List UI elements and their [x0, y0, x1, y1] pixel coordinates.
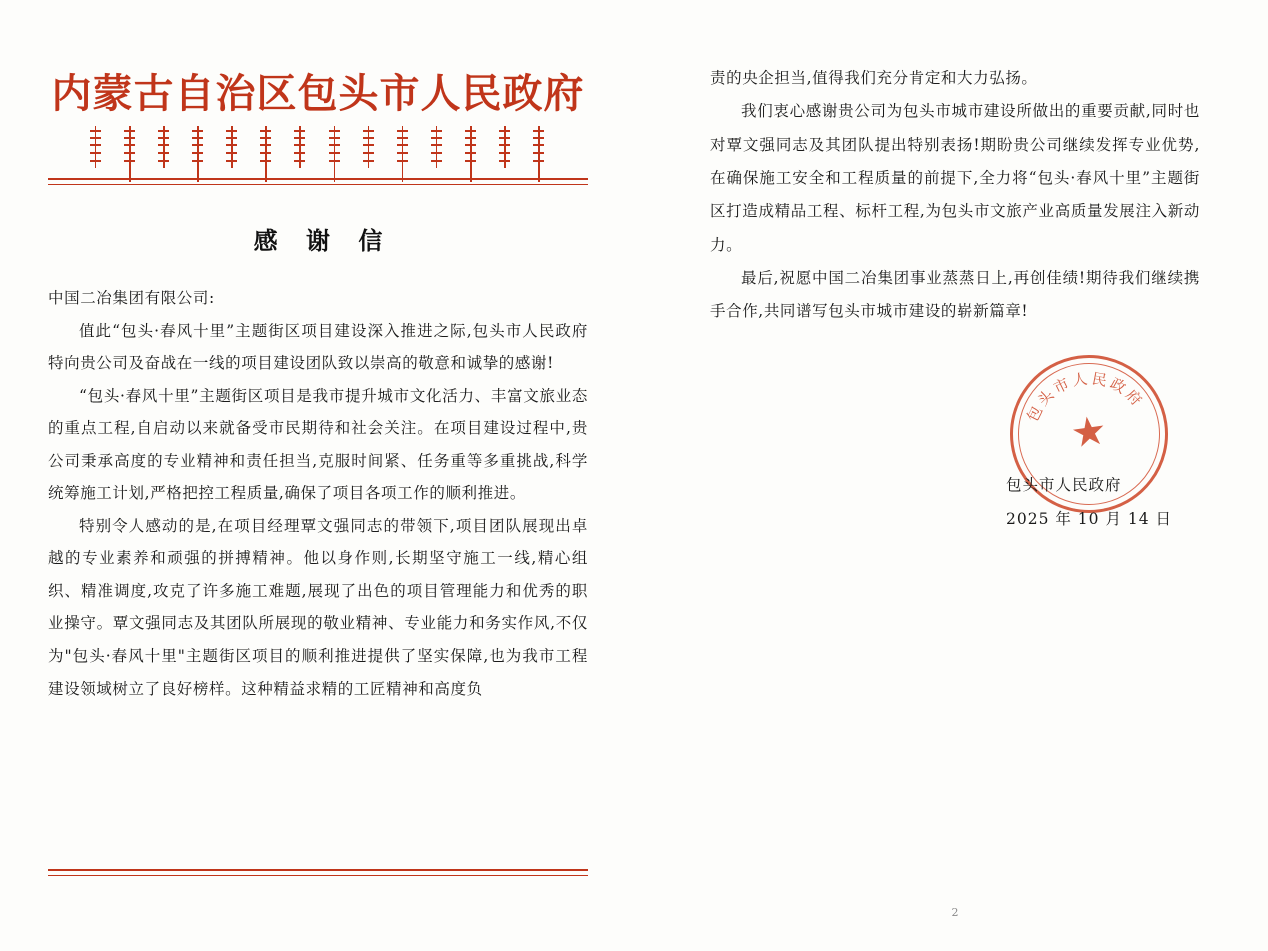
star-icon: ★	[1067, 407, 1110, 458]
mongolian-glyph	[533, 126, 546, 182]
mongolian-glyph	[329, 126, 342, 182]
footer-divider	[48, 869, 588, 876]
mongolian-glyph	[124, 126, 137, 182]
body-paragraph-4: 我们衷心感谢贵公司为包头市城市建设所做出的重要贡献,同时也对覃文强同志及其团队提出特别表扬!期盼贵公司继续发挥专业优势,在确保施工安全和工程质量的前提下,全力将“包头·春风十里”主题街区打造成精品工程、标杆工程,为包头市文旅产业高质量发展注入新动力。	[710, 102, 1200, 254]
mongolian-glyph	[158, 126, 171, 168]
signer-name: 包头市人民政府	[1006, 476, 1122, 494]
signature-date: 2025 年 10 月 14 日	[1006, 510, 1173, 528]
body-paragraph-3-continued: 责的央企担当,值得我们充分肯定和大力弘扬。	[710, 69, 1038, 87]
mongolian-glyph	[192, 126, 205, 182]
left-column	[48, 52, 588, 882]
mongolian-glyph	[260, 126, 273, 182]
mongolian-glyph	[397, 126, 410, 182]
right-column	[710, 62, 1200, 329]
seal-text: 包头市人民政府	[1023, 369, 1148, 425]
mongolian-glyph	[226, 126, 239, 168]
signature-block	[710, 355, 1200, 528]
body-paragraph-2: “包头·春风十里”主题街区项目是我市提升城市文化活力、丰富文旅业态的重点工程,自启动以来就备受市民期待和社会关注。在项目建设过程中,贵公司秉承高度的专业精神和责任担当,克服时间紧、任务重等多重挑战,科学统筹施工计划,严格把控工程质量,确保了项目各项工作的顺利推进。	[48, 386, 588, 503]
page-title: 感 谢 信	[253, 226, 393, 255]
salutation: 中国二冶集团有限公司:	[48, 289, 215, 307]
mongolian-script	[48, 126, 588, 170]
official-seal	[1000, 345, 1178, 523]
letterhead-title: 内蒙古自治区包头市人民政府	[51, 70, 585, 117]
body-paragraph-5: 最后,祝愿中国二冶集团事业蒸蒸日上,再创佳绩!期待我们继续携手合作,共同谱写包头市城市建设的崭新篇章!	[710, 268, 1200, 321]
mongolian-glyph	[431, 126, 444, 168]
mongolian-glyph	[90, 126, 103, 168]
mongolian-glyph	[363, 126, 376, 168]
mongolian-glyph	[499, 126, 512, 168]
page-number: 2	[951, 906, 959, 919]
body-paragraph-1: 值此“包头·春风十里”主题街区项目建设深入推进之际,包头市人民政府特向贵公司及奋战在一线的项目建设团队致以崇高的敬意和诚挚的感谢!	[48, 321, 588, 373]
mongolian-glyph	[294, 126, 307, 168]
mongolian-glyph	[465, 126, 478, 182]
body-paragraph-3: 特别令人感动的是,在项目经理覃文强同志的带领下,项目团队展现出卓越的专业素养和顽强的拼搏精神。他以身作则,长期坚守施工一线,精心组织、精准调度,攻克了许多施工难题,展现了出色的项目管理能力和优秀的职业操守。覃文强同志及其团队所展现的敬业精神、专业能力和务实作风,不仅为"包头·春风十里"主题街区项目的顺利推进提供了坚实保障,也为我市工程建设领域树立了良好榜样。这种精益求精的工匠精神和高度负	[48, 516, 588, 698]
letterhead	[48, 52, 588, 185]
